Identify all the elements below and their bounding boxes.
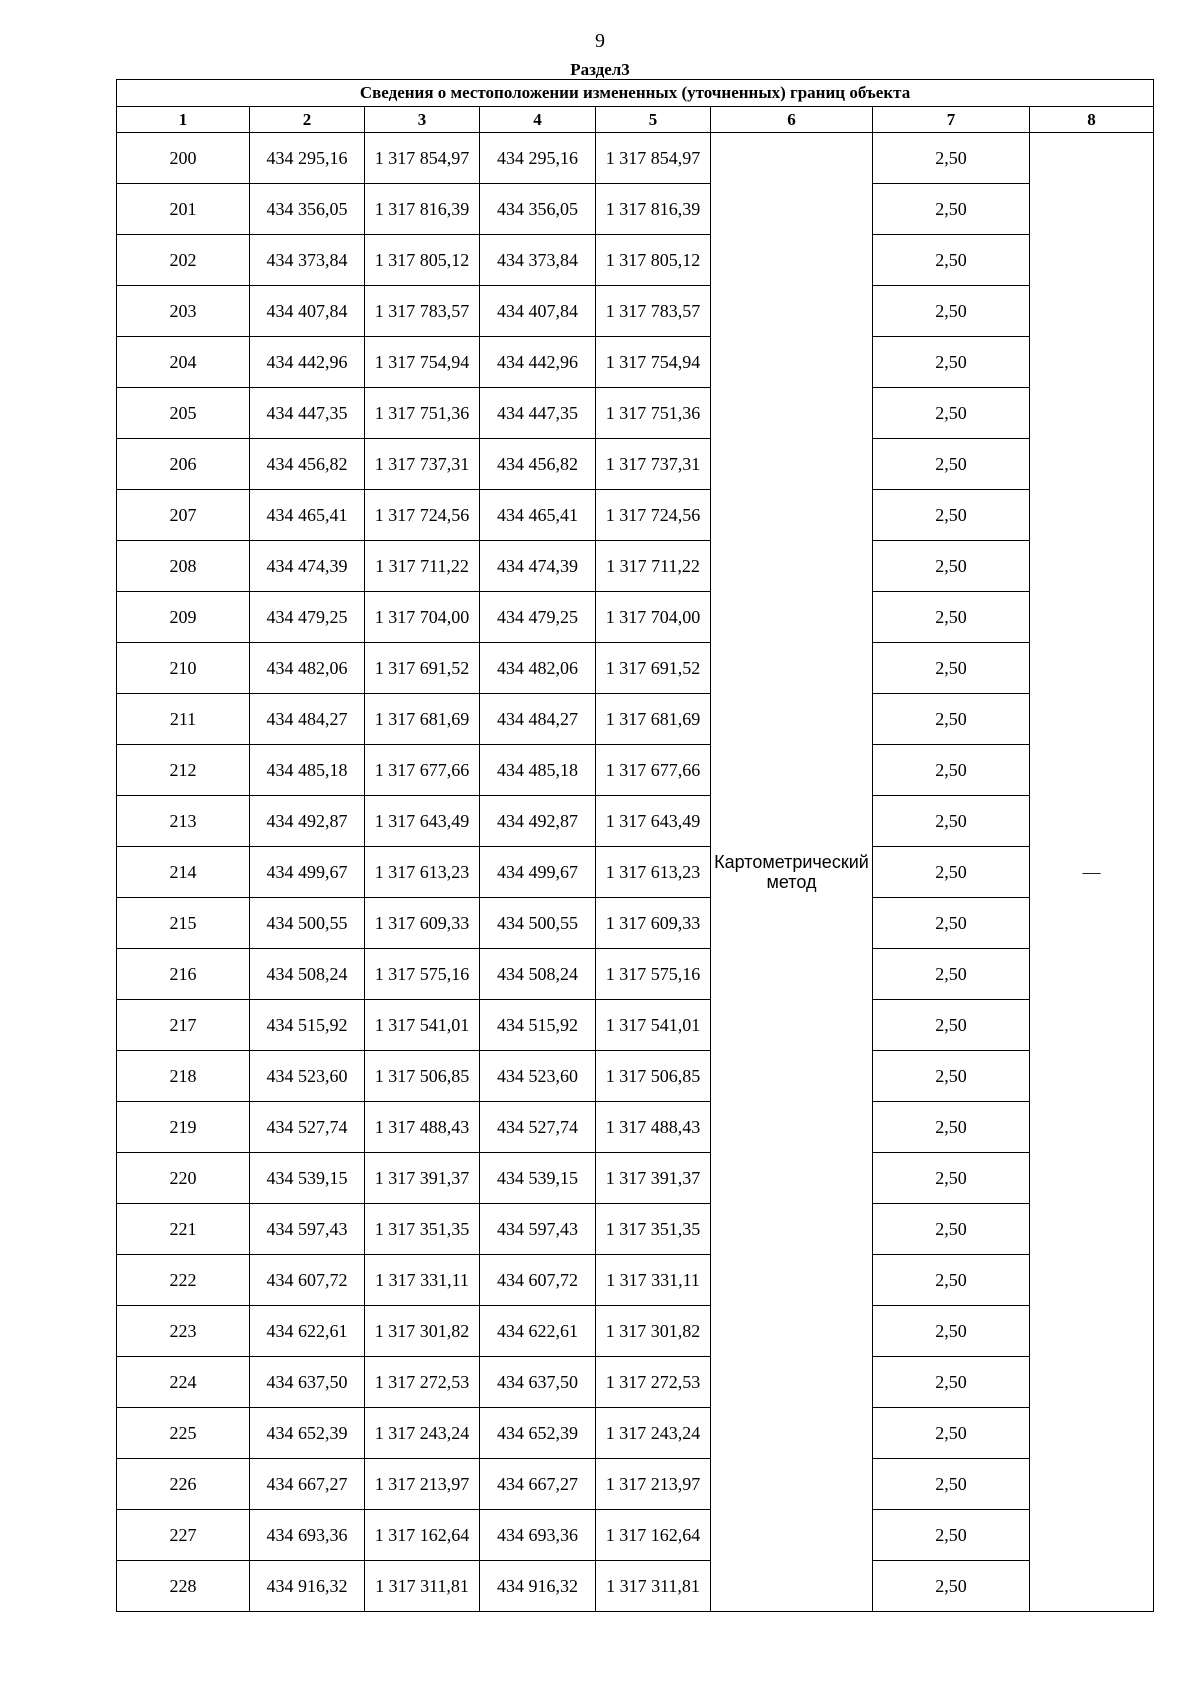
- coordinate-cell: 434 447,35: [250, 388, 365, 439]
- coordinate-cell: 1 317 243,24: [596, 1408, 711, 1459]
- coordinate-cell: 1 317 301,82: [596, 1306, 711, 1357]
- coordinate-cell: 1 317 681,69: [365, 694, 480, 745]
- coordinate-cell: 1 317 391,37: [596, 1153, 711, 1204]
- precision-cell: 2,50: [873, 1561, 1030, 1612]
- table-row: [117, 439, 1154, 490]
- coordinate-cell: 434 474,39: [250, 541, 365, 592]
- precision-cell: 2,50: [873, 949, 1030, 1000]
- coordinate-cell: 1 317 681,69: [596, 694, 711, 745]
- precision-cell: 2,50: [873, 1306, 1030, 1357]
- coordinate-cell: 434 356,05: [480, 184, 596, 235]
- coordinate-cell: 1 317 854,97: [365, 133, 480, 184]
- coordinate-cell: 434 607,72: [480, 1255, 596, 1306]
- table-row: [117, 1153, 1154, 1204]
- coordinate-cell: 1 317 677,66: [365, 745, 480, 796]
- point-number-cell: 201: [117, 184, 250, 235]
- table-row: [117, 286, 1154, 337]
- coordinate-cell: 434 523,60: [480, 1051, 596, 1102]
- precision-cell: 2,50: [873, 1204, 1030, 1255]
- coordinate-cell: 434 492,87: [480, 796, 596, 847]
- coordinate-cell: 1 317 724,56: [596, 490, 711, 541]
- point-number-cell: 228: [117, 1561, 250, 1612]
- point-number-cell: 227: [117, 1510, 250, 1561]
- coordinate-cell: 434 465,41: [480, 490, 596, 541]
- coordinate-cell: 1 317 391,37: [365, 1153, 480, 1204]
- table-row: [117, 235, 1154, 286]
- precision-cell: 2,50: [873, 745, 1030, 796]
- point-number-cell: 216: [117, 949, 250, 1000]
- precision-cell: 2,50: [873, 439, 1030, 490]
- coordinate-cell: 1 317 272,53: [596, 1357, 711, 1408]
- precision-cell: 2,50: [873, 337, 1030, 388]
- coordinate-cell: 434 407,84: [250, 286, 365, 337]
- coordinate-cell: 1 317 162,64: [365, 1510, 480, 1561]
- coordinate-cell: 434 508,24: [250, 949, 365, 1000]
- coordinate-cell: 434 442,96: [250, 337, 365, 388]
- table-row: [117, 847, 1154, 898]
- coordinate-cell: 1 317 272,53: [365, 1357, 480, 1408]
- point-number-cell: 212: [117, 745, 250, 796]
- coordinate-cell: 1 317 331,11: [365, 1255, 480, 1306]
- coordinate-cell: 434 667,27: [250, 1459, 365, 1510]
- point-number-cell: 218: [117, 1051, 250, 1102]
- section-title: Раздел3: [570, 60, 630, 79]
- table-row: [117, 643, 1154, 694]
- coordinate-cell: 1 317 311,81: [365, 1561, 480, 1612]
- coordinate-cell: 434 499,67: [480, 847, 596, 898]
- coordinate-cell: 434 527,74: [250, 1102, 365, 1153]
- coordinate-cell: 1 317 751,36: [365, 388, 480, 439]
- precision-cell: 2,50: [873, 541, 1030, 592]
- coordinate-cell: 434 637,50: [480, 1357, 596, 1408]
- precision-cell: 2,50: [873, 1510, 1030, 1561]
- table-row: [117, 388, 1154, 439]
- coordinate-cell: 434 356,05: [250, 184, 365, 235]
- column-number: 7: [873, 107, 1030, 133]
- table-row: [117, 1459, 1154, 1510]
- column-number: 1: [117, 107, 250, 133]
- table-row: [117, 184, 1154, 235]
- coordinate-cell: 1 317 643,49: [596, 796, 711, 847]
- coordinate-cell: 434 373,84: [480, 235, 596, 286]
- point-number-cell: 206: [117, 439, 250, 490]
- precision-cell: 2,50: [873, 592, 1030, 643]
- precision-cell: 2,50: [873, 898, 1030, 949]
- column-number: 6: [711, 107, 873, 133]
- point-number-cell: 208: [117, 541, 250, 592]
- coordinate-cell: 1 317 754,94: [596, 337, 711, 388]
- coordinate-cell: 434 479,25: [250, 592, 365, 643]
- coordinate-cell: 1 317 737,31: [365, 439, 480, 490]
- point-number-cell: 220: [117, 1153, 250, 1204]
- point-number-cell: 200: [117, 133, 250, 184]
- coordinate-cell: 434 456,82: [480, 439, 596, 490]
- table-row: [117, 745, 1154, 796]
- coordinate-cell: 1 317 754,94: [365, 337, 480, 388]
- coordinate-cell: 1 317 609,33: [365, 898, 480, 949]
- coordinate-cell: 434 479,25: [480, 592, 596, 643]
- coordinate-cell: 434 484,27: [480, 694, 596, 745]
- coordinate-cell: 434 500,55: [250, 898, 365, 949]
- coordinate-cell: 434 652,39: [250, 1408, 365, 1459]
- coordinate-cell: 1 317 609,33: [596, 898, 711, 949]
- table-row: [117, 133, 1154, 184]
- coordinate-cell: 1 317 613,23: [596, 847, 711, 898]
- table-row: [117, 1000, 1154, 1051]
- coordinate-cell: 434 447,35: [480, 388, 596, 439]
- point-number-cell: 226: [117, 1459, 250, 1510]
- point-number-cell: 224: [117, 1357, 250, 1408]
- table-row: [117, 337, 1154, 388]
- coordinate-cell: 1 317 711,22: [596, 541, 711, 592]
- table-row: [117, 1357, 1154, 1408]
- coordinate-cell: 434 373,84: [250, 235, 365, 286]
- coordinate-cell: 1 317 575,16: [596, 949, 711, 1000]
- point-number-cell: 223: [117, 1306, 250, 1357]
- coordinate-cell: 1 317 243,24: [365, 1408, 480, 1459]
- coordinate-cell: 1 317 351,35: [365, 1204, 480, 1255]
- table-row: [117, 898, 1154, 949]
- coordinate-cell: 1 317 162,64: [596, 1510, 711, 1561]
- coordinate-cell: 1 317 213,97: [596, 1459, 711, 1510]
- coordinate-cell: 1 317 613,23: [365, 847, 480, 898]
- coordinate-cell: 434 916,32: [250, 1561, 365, 1612]
- point-number-cell: 213: [117, 796, 250, 847]
- coordinate-cell: 1 317 751,36: [596, 388, 711, 439]
- coordinate-cell: 434 652,39: [480, 1408, 596, 1459]
- coordinate-cell: 1 317 506,85: [596, 1051, 711, 1102]
- coordinate-cell: 1 317 816,39: [365, 184, 480, 235]
- coordinate-cell: 434 523,60: [250, 1051, 365, 1102]
- precision-cell: 2,50: [873, 643, 1030, 694]
- coordinate-cell: 434 295,16: [480, 133, 596, 184]
- table-caption-row: [117, 80, 1154, 107]
- precision-cell: 2,50: [873, 694, 1030, 745]
- coordinate-cell: 1 317 541,01: [596, 1000, 711, 1051]
- coordinate-cell: 1 317 704,00: [365, 592, 480, 643]
- precision-cell: 2,50: [873, 1255, 1030, 1306]
- column-number: 2: [250, 107, 365, 133]
- coordinate-cell: 1 317 691,52: [596, 643, 711, 694]
- coordinate-cell: 1 317 488,43: [596, 1102, 711, 1153]
- coordinate-cell: 434 465,41: [250, 490, 365, 541]
- precision-cell: 2,50: [873, 1357, 1030, 1408]
- point-number-cell: 210: [117, 643, 250, 694]
- coordinate-cell: 1 317 351,35: [596, 1204, 711, 1255]
- coordinate-cell: 434 693,36: [480, 1510, 596, 1561]
- precision-cell: 2,50: [873, 1459, 1030, 1510]
- coordinate-cell: 1 317 805,12: [596, 235, 711, 286]
- point-number-cell: 203: [117, 286, 250, 337]
- table-row: [117, 1408, 1154, 1459]
- table-row: [117, 1204, 1154, 1255]
- point-number-cell: 209: [117, 592, 250, 643]
- coordinate-cell: 434 607,72: [250, 1255, 365, 1306]
- point-number-cell: 217: [117, 1000, 250, 1051]
- point-number-cell: 225: [117, 1408, 250, 1459]
- coordinate-cell: 434 539,15: [480, 1153, 596, 1204]
- column-number: 3: [365, 107, 480, 133]
- method-cell: Картометрический метод: [711, 133, 873, 1612]
- coordinate-cell: 1 317 506,85: [365, 1051, 480, 1102]
- table-row: [117, 1306, 1154, 1357]
- point-number-cell: 214: [117, 847, 250, 898]
- precision-cell: 2,50: [873, 286, 1030, 337]
- precision-cell: 2,50: [873, 184, 1030, 235]
- coordinate-cell: 1 317 805,12: [365, 235, 480, 286]
- coordinate-cell: 434 456,82: [250, 439, 365, 490]
- table-row: [117, 592, 1154, 643]
- coordinate-cell: 434 539,15: [250, 1153, 365, 1204]
- precision-cell: 2,50: [873, 1051, 1030, 1102]
- coordinate-cell: 1 317 711,22: [365, 541, 480, 592]
- table-row: [117, 694, 1154, 745]
- coordinate-cell: 434 485,18: [250, 745, 365, 796]
- coordinate-cell: 434 442,96: [480, 337, 596, 388]
- point-number-cell: 221: [117, 1204, 250, 1255]
- coordinate-cell: 1 317 311,81: [596, 1561, 711, 1612]
- table-row: [117, 490, 1154, 541]
- point-number-cell: 219: [117, 1102, 250, 1153]
- precision-cell: 2,50: [873, 847, 1030, 898]
- column-number: 5: [596, 107, 711, 133]
- coordinate-cell: 1 317 704,00: [596, 592, 711, 643]
- column-number: 8: [1030, 107, 1154, 133]
- coordinate-cell: 434 474,39: [480, 541, 596, 592]
- coordinate-cell: 1 317 854,97: [596, 133, 711, 184]
- coordinate-cell: 434 485,18: [480, 745, 596, 796]
- coordinate-cell: 434 515,92: [250, 1000, 365, 1051]
- coordinate-cell: 434 637,50: [250, 1357, 365, 1408]
- table-body: [117, 133, 1154, 1612]
- point-number-cell: 202: [117, 235, 250, 286]
- column-number: 4: [480, 107, 596, 133]
- precision-cell: 2,50: [873, 133, 1030, 184]
- precision-cell: 2,50: [873, 388, 1030, 439]
- coordinate-cell: 434 482,06: [250, 643, 365, 694]
- precision-cell: 2,50: [873, 1408, 1030, 1459]
- coordinate-cell: 434 527,74: [480, 1102, 596, 1153]
- coordinate-cell: 1 317 541,01: [365, 1000, 480, 1051]
- precision-cell: 2,50: [873, 1153, 1030, 1204]
- page-number: 9: [595, 30, 605, 52]
- precision-cell: 2,50: [873, 1000, 1030, 1051]
- coordinate-cell: 1 317 724,56: [365, 490, 480, 541]
- coordinate-cell: 434 622,61: [480, 1306, 596, 1357]
- coordinate-cell: 1 317 575,16: [365, 949, 480, 1000]
- table-row: [117, 1561, 1154, 1612]
- point-number-cell: 215: [117, 898, 250, 949]
- precision-cell: 2,50: [873, 796, 1030, 847]
- coordinate-cell: 434 484,27: [250, 694, 365, 745]
- coordinate-cell: 434 693,36: [250, 1510, 365, 1561]
- precision-cell: 2,50: [873, 235, 1030, 286]
- coordinate-cell: 434 622,61: [250, 1306, 365, 1357]
- note-cell: —: [1030, 133, 1154, 1612]
- point-number-cell: 205: [117, 388, 250, 439]
- table-row: [117, 796, 1154, 847]
- boundary-table: [116, 79, 1154, 1612]
- coordinate-cell: 434 916,32: [480, 1561, 596, 1612]
- coordinate-cell: 434 295,16: [250, 133, 365, 184]
- coordinate-cell: 1 317 783,57: [365, 286, 480, 337]
- coordinate-cell: 434 500,55: [480, 898, 596, 949]
- coordinate-cell: 1 317 677,66: [596, 745, 711, 796]
- table-caption: Сведения о местоположении измененных (уточненных) границ объекта: [117, 80, 1154, 107]
- point-number-cell: 204: [117, 337, 250, 388]
- coordinate-cell: 1 317 213,97: [365, 1459, 480, 1510]
- precision-cell: 2,50: [873, 1102, 1030, 1153]
- coordinate-cell: 1 317 643,49: [365, 796, 480, 847]
- coordinate-cell: 1 317 301,82: [365, 1306, 480, 1357]
- point-number-cell: 207: [117, 490, 250, 541]
- table-row: [117, 949, 1154, 1000]
- coordinate-cell: 434 499,67: [250, 847, 365, 898]
- coordinate-cell: 1 317 331,11: [596, 1255, 711, 1306]
- point-number-cell: 222: [117, 1255, 250, 1306]
- coordinate-cell: 1 317 691,52: [365, 643, 480, 694]
- coordinate-cell: 434 492,87: [250, 796, 365, 847]
- coordinate-cell: 434 597,43: [250, 1204, 365, 1255]
- table-row: [117, 541, 1154, 592]
- coordinate-cell: 434 482,06: [480, 643, 596, 694]
- coordinate-cell: 434 597,43: [480, 1204, 596, 1255]
- column-number-row: [117, 107, 1154, 133]
- table-row: [117, 1051, 1154, 1102]
- table-row: [117, 1510, 1154, 1561]
- point-number-cell: 211: [117, 694, 250, 745]
- coordinate-cell: 434 508,24: [480, 949, 596, 1000]
- coordinate-cell: 1 317 737,31: [596, 439, 711, 490]
- coordinate-cell: 434 667,27: [480, 1459, 596, 1510]
- coordinate-cell: 434 515,92: [480, 1000, 596, 1051]
- table-row: [117, 1255, 1154, 1306]
- coordinate-cell: 434 407,84: [480, 286, 596, 337]
- coordinate-cell: 1 317 783,57: [596, 286, 711, 337]
- coordinate-cell: 1 317 816,39: [596, 184, 711, 235]
- precision-cell: 2,50: [873, 490, 1030, 541]
- table-row: [117, 1102, 1154, 1153]
- coordinate-cell: 1 317 488,43: [365, 1102, 480, 1153]
